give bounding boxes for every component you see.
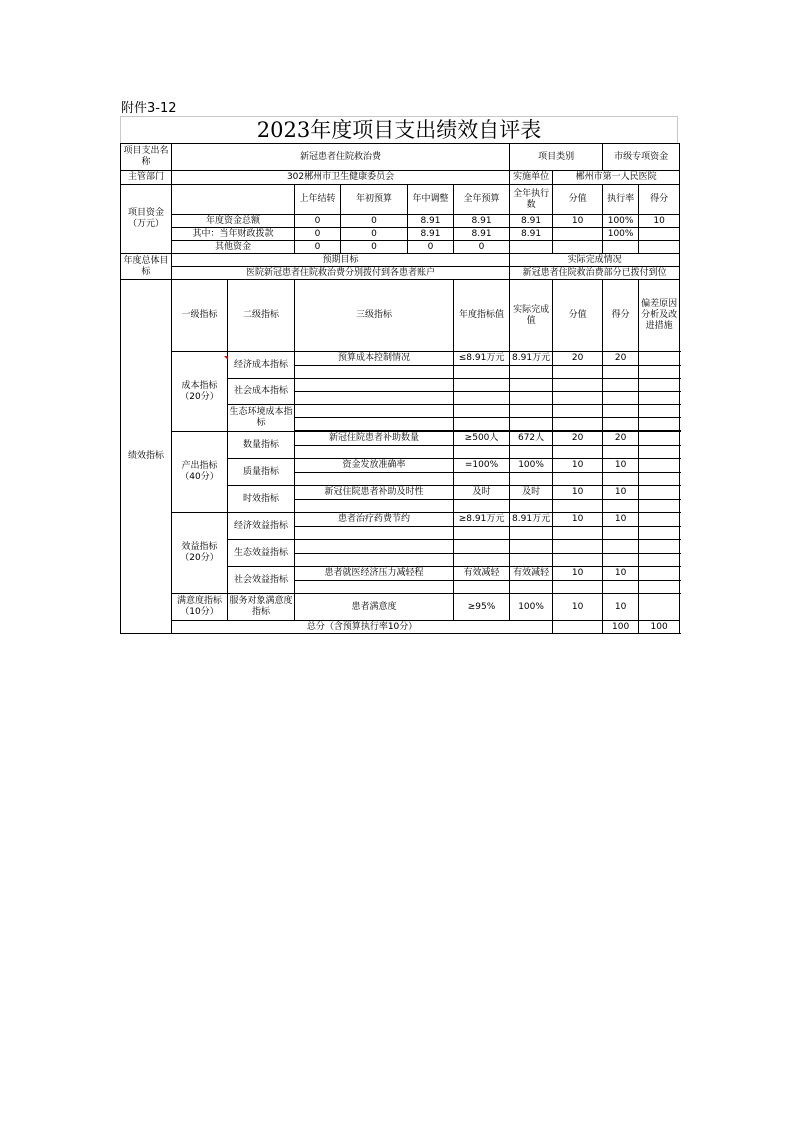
output-quantity-l3: 新冠住院患者补助数量 (295, 432, 454, 446)
perf-header: 二级指标 (228, 280, 295, 352)
page-title: 2023年度项目支出绩效自评表 (120, 116, 678, 143)
attachment-number: 附件3-12 (121, 101, 177, 116)
cost-social-l2: 社会成本指标 (228, 379, 295, 405)
actual-completion-label: 实际完成情况 (510, 254, 680, 267)
output-time-l3: 新冠住院患者补助及时性 (295, 486, 454, 500)
output-quantity-l2: 数量指标 (228, 432, 295, 459)
actual-completion-text: 新冠患者住院救治费部分已拨付到位 (510, 267, 680, 280)
funds-row-label: 其中：当年财政拨款 (172, 228, 295, 241)
perf-header: 年度指标值 (454, 280, 510, 352)
benefit-social-score: 10 (553, 567, 603, 581)
funds-cell (553, 228, 603, 241)
satisfaction-indicator-l1: 满意度指标（10分） (172, 594, 228, 621)
funds-cell: 0 (454, 241, 510, 254)
funds-cell: 0 (408, 241, 454, 254)
output-quality-got: 10 (603, 459, 639, 473)
cost-economic-l3: 预算成本控制情况 (295, 352, 454, 366)
benefit-social-target: 有效减轻 (454, 567, 510, 581)
satisfaction-got: 10 (603, 594, 639, 621)
total-label: 总分（含预算执行率10分） (172, 621, 553, 634)
impl-unit-value: 郴州市第一人民医院 (553, 171, 680, 185)
benefit-social-got: 10 (603, 567, 639, 581)
perf-header: 得分 (603, 280, 639, 352)
funds-header: 得分 (639, 185, 680, 215)
funds-cell: 0 (295, 215, 341, 228)
total-score: 100 (603, 621, 639, 634)
benefit-economic-l2: 经济效益指标 (228, 513, 295, 540)
cost-economic-l2: 经济成本指标 (228, 352, 295, 379)
funds-row-label: 年度资金总额 (172, 215, 295, 228)
output-quantity-target: ≥500人 (454, 432, 510, 446)
funds-cell: 8.91 (454, 228, 510, 241)
satisfaction-target: ≥95% (454, 594, 510, 621)
benefit-economic-score: 10 (553, 513, 603, 527)
output-time-target: 及时 (454, 486, 510, 500)
funds-cell: 8.91 (408, 228, 454, 241)
funds-cell: 0 (341, 228, 408, 241)
output-quality-l2: 质量指标 (228, 459, 295, 486)
output-quality-score: 10 (553, 459, 603, 473)
satisfaction-l2: 服务对象满意度指标 (228, 594, 295, 621)
funds-cell: 0 (341, 241, 408, 254)
funds-cell: 100% (603, 215, 639, 228)
output-quality-target: =100% (454, 459, 510, 473)
funds-cell (639, 241, 680, 254)
benefit-eco-l2: 生态效益指标 (228, 540, 295, 567)
funds-cell: 0 (295, 241, 341, 254)
funds-cell: 100% (603, 228, 639, 241)
funds-cell: 8.91 (510, 228, 553, 241)
funds-header: 年初预算 (341, 185, 408, 215)
output-time-l2: 时效指标 (228, 486, 295, 513)
project-name-label: 项目支出名称 (121, 144, 172, 171)
project-name: 新冠患者住院救治费 (172, 144, 510, 171)
output-time-score: 10 (553, 486, 603, 500)
satisfaction-score: 10 (553, 594, 603, 621)
funds-cell: 10 (639, 215, 680, 228)
dept-label: 主管部门 (121, 171, 172, 185)
annual-goal-label: 年度总体目标 (121, 254, 172, 280)
expected-goal-text: 医院新冠患者住院救治费分别拨付到各患者账户 (172, 267, 510, 280)
cost-economic-target: ≤8.91万元 (454, 352, 510, 366)
project-category: 市级专项资金 (603, 144, 680, 171)
funds-header: 全年预算 (454, 185, 510, 215)
benefit-social-l2: 社会效益指标 (228, 567, 295, 594)
cost-economic-score: 20 (553, 352, 603, 366)
funds-cell: 10 (553, 215, 603, 228)
output-quantity-got: 20 (603, 432, 639, 446)
benefit-social-actual: 有效减轻 (510, 567, 553, 581)
self-evaluation-table (120, 143, 680, 634)
funds-header: 全年执行数 (510, 185, 553, 215)
cost-eco-l2: 生态环境成本指标 (228, 405, 295, 432)
funds-header: 执行率 (603, 185, 639, 215)
perf-header: 分值 (553, 280, 603, 352)
satisfaction-actual: 100% (510, 594, 553, 621)
output-indicator-l1: 产出指标（40分） (172, 432, 228, 513)
perf-header: 偏差原因分析及改进措施 (639, 280, 680, 352)
funds-header: 上年结转 (295, 185, 341, 215)
funds-cell (639, 228, 680, 241)
funds-row-label: 其他资金 (172, 241, 295, 254)
impl-unit-label: 实施单位 (510, 171, 553, 185)
funds-header-blank (172, 185, 295, 215)
comment-marker-icon (224, 356, 228, 360)
output-quality-l3: 资金发放准确率 (295, 459, 454, 473)
funds-header: 分值 (553, 185, 603, 215)
funds-label: 项目资金（万元） (121, 185, 172, 254)
project-category-label: 项目类别 (510, 144, 603, 171)
funds-cell: 8.91 (408, 215, 454, 228)
cost-indicator-l1: 成本指标（20分） (172, 352, 228, 432)
output-quantity-actual: 672人 (510, 432, 553, 446)
benefit-economic-actual: 8.91万元 (510, 513, 553, 527)
output-time-got: 10 (603, 486, 639, 500)
benefit-economic-l3: 患者治疗药费节约 (295, 513, 454, 527)
funds-cell: 0 (295, 228, 341, 241)
perf-header: 三级指标 (295, 280, 454, 352)
output-quantity-score: 20 (553, 432, 603, 446)
dept-value: 302郴州市卫生健康委员会 (172, 171, 510, 185)
benefit-economic-target: ≥8.91万元 (454, 513, 510, 527)
cost-economic-got: 20 (603, 352, 639, 366)
funds-cell (553, 241, 603, 254)
funds-cell: 8.91 (510, 215, 553, 228)
benefit-indicator-l1: 效益指标（20分） (172, 513, 228, 594)
satisfaction-l3: 患者满意度 (295, 594, 454, 621)
funds-cell: 8.91 (454, 215, 510, 228)
total-got: 100 (639, 621, 680, 634)
funds-cell (510, 241, 553, 254)
funds-cell: 0 (341, 215, 408, 228)
funds-cell (603, 241, 639, 254)
output-quality-actual: 100% (510, 459, 553, 473)
perf-indicators-label: 绩效指标 (121, 280, 172, 634)
benefit-economic-got: 10 (603, 513, 639, 527)
perf-header: 一级指标 (172, 280, 228, 352)
benefit-social-l3: 患者就医经济压力减轻程 (295, 567, 454, 581)
cost-economic-actual: 8.91万元 (510, 352, 553, 366)
perf-header: 实际完成值 (510, 280, 553, 352)
output-time-actual: 及时 (510, 486, 553, 500)
expected-goal-label: 预期目标 (172, 254, 510, 267)
funds-header: 年中调整 (408, 185, 454, 215)
